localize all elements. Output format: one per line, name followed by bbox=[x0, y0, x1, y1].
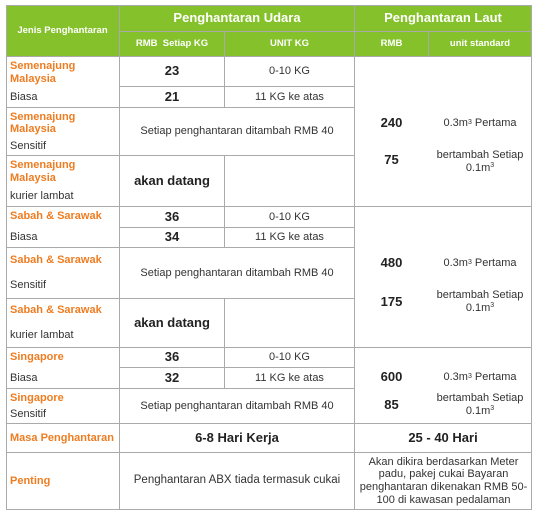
ss-biasa-rmb2: 34 bbox=[164, 229, 180, 245]
grid-h-sm-3 bbox=[6, 206, 532, 207]
ss-laut-unit2b: 0.1m bbox=[465, 302, 491, 314]
grid-h-ss-2 bbox=[6, 298, 354, 299]
header-unit-kg: UNIT KG bbox=[225, 32, 354, 56]
grid-h-ss-1 bbox=[6, 247, 354, 248]
sm-sensitif-sub: Sensitif bbox=[10, 139, 47, 152]
sg-laut-unit2 bbox=[429, 388, 531, 422]
ss-biasa-rmb1: 36 bbox=[164, 208, 180, 224]
ss-sensitif-sub: Sensitif bbox=[10, 279, 47, 291]
sm-lambat-label bbox=[7, 156, 119, 206]
grid-v-udara-5 bbox=[224, 348, 225, 389]
grid-h-sg-1 bbox=[6, 388, 354, 389]
header-jenis: Jenis Penghantaran bbox=[6, 6, 119, 56]
sg-laut-unit1 bbox=[429, 366, 531, 388]
penting-label: Penting bbox=[10, 474, 51, 487]
sm-lambat-text: akan datang bbox=[134, 172, 210, 188]
sm-laut-rmb2: 75 bbox=[384, 151, 399, 167]
grid-h-sm-2 bbox=[6, 155, 354, 156]
sg-laut-rmb2: 85 bbox=[384, 396, 399, 412]
sm-laut-unit2b-wrap bbox=[466, 162, 494, 175]
grid-h-sm-mid bbox=[119, 86, 354, 87]
penting-laut: Akan dikira berdasarkan Meter padu, pakej cukai Bayaran penghantaran dikenakan RMB 50-100 di kawasan pedalaman bbox=[359, 455, 528, 506]
sg-biasa-rmb2: 32 bbox=[164, 369, 180, 385]
sm-laut-unit2b-sup: 3 bbox=[490, 162, 495, 169]
sm-sensitif-text: Setiap penghantaran ditambah RMB 40 bbox=[140, 125, 334, 138]
sg-biasa-title: Singapore bbox=[10, 351, 64, 364]
sg-biasa-label bbox=[7, 348, 119, 388]
grid-h-masa bbox=[6, 452, 532, 453]
sm-biasa-label bbox=[7, 57, 119, 107]
ss-biasa-unit1: 0-10 KG bbox=[269, 210, 310, 223]
sg-sensitif-sub: Sensitif bbox=[10, 407, 47, 420]
grid-v-udara-4 bbox=[224, 299, 225, 348]
sm-laut-rmb1: 240 bbox=[380, 114, 403, 130]
grid-right bbox=[531, 5, 532, 510]
grid-left bbox=[6, 5, 7, 510]
penting-udara: Penghantaran ABX tiada termasuk cukai bbox=[133, 474, 341, 487]
sg-sensitif-text: Setiap penghantaran ditambah RMB 40 bbox=[140, 399, 334, 412]
sg-sensitif-title: Singapore bbox=[10, 391, 64, 404]
sm-laut-unit1 bbox=[429, 108, 531, 138]
sm-biasa-sub: Biasa bbox=[10, 91, 38, 104]
ss-biasa-label bbox=[7, 207, 119, 247]
ss-lambat-title: Sabah & Sarawak bbox=[10, 304, 102, 317]
grid-h-hdr bbox=[119, 31, 532, 32]
ss-biasa-title: Sabah & Sarawak bbox=[10, 210, 102, 223]
ss-laut-unit1-sup: 3 bbox=[467, 258, 472, 266]
sm-lambat-sub: kurier lambat bbox=[10, 190, 74, 203]
sm-lambat-title: Semenajung Malaysia bbox=[10, 159, 76, 184]
ss-laut-rmb2: 175 bbox=[380, 293, 403, 309]
sg-laut-unit1-after: Pertama bbox=[471, 370, 517, 383]
grid-v-udara-2 bbox=[224, 156, 225, 207]
sm-laut-unit1-after: Pertama bbox=[471, 116, 517, 129]
ss-sensitif-label bbox=[7, 248, 119, 298]
sg-biasa-rmb1: 36 bbox=[164, 349, 180, 365]
ss-laut-unit2b-wrap bbox=[466, 302, 494, 315]
sg-laut-unit1-sup: 3 bbox=[467, 372, 472, 380]
header-rmb-setiap-kg: RMB Setiap KG bbox=[120, 32, 224, 56]
grid-h-sg-mid bbox=[119, 367, 354, 368]
masa-udara: 6-8 Hari Kerja bbox=[195, 429, 279, 445]
grid-h-ss-3 bbox=[6, 347, 532, 348]
sm-laut-unit2a: bertambah Setiap bbox=[436, 149, 524, 162]
sg-biasa-unit2: 11 KG ke atas bbox=[255, 371, 324, 384]
ss-sensitif-text: Setiap penghantaran ditambah RMB 40 bbox=[140, 266, 334, 279]
sg-biasa-unit1: 0-10 KG bbox=[269, 351, 310, 364]
sm-laut-unit1-sup: 3 bbox=[467, 118, 472, 126]
sg-laut-unit2a: bertambah Setiap bbox=[436, 392, 524, 405]
ss-lambat-text: akan datang bbox=[134, 314, 210, 330]
grid-bottom bbox=[6, 509, 532, 510]
sm-laut-unit2 bbox=[429, 145, 531, 179]
sm-sensitif-title: Semenajung Malaysia bbox=[10, 110, 76, 136]
grid-h-sg-2 bbox=[6, 423, 532, 424]
grid-v-label bbox=[119, 5, 120, 510]
sg-sensitif-label bbox=[7, 389, 119, 423]
sm-laut-unit2b: 0.1m bbox=[465, 162, 491, 174]
sm-biasa-rmb2: 21 bbox=[164, 88, 180, 104]
sm-biasa-rmb1: 23 bbox=[164, 63, 180, 79]
header-unit-standard: unit standard bbox=[429, 32, 531, 56]
grid-v-udara-1 bbox=[224, 31, 225, 108]
sm-biasa-unit2: 11 KG ke atas bbox=[255, 90, 324, 103]
sm-sensitif-label bbox=[7, 108, 119, 155]
ss-laut-unit2b-sup: 3 bbox=[490, 302, 495, 309]
sm-biasa-unit1: 0-10 KG bbox=[269, 65, 310, 78]
grid-top bbox=[6, 5, 532, 6]
grid-v-mid bbox=[354, 5, 355, 510]
header-udara: Penghantaran Udara bbox=[120, 6, 354, 31]
ss-laut-unit2a: bertambah Setiap bbox=[436, 289, 524, 302]
header-laut: Penghantaran Laut bbox=[355, 6, 531, 31]
ss-biasa-sub: Biasa bbox=[10, 231, 38, 243]
grid-v-laut-hdr bbox=[428, 31, 429, 57]
masa-laut: 25 - 40 Hari bbox=[408, 429, 478, 445]
ss-laut-unit1-main: 0.3m bbox=[443, 256, 468, 269]
ss-sensitif-title: Sabah & Sarawak bbox=[10, 254, 102, 267]
sg-laut-unit1-main: 0.3m bbox=[443, 370, 468, 383]
masa-label: Masa Penghantaran bbox=[10, 431, 114, 444]
sg-laut-unit2b: 0.1m bbox=[465, 405, 491, 417]
sg-laut-unit2b-sup: 3 bbox=[490, 405, 495, 412]
ss-laut-unit1-after: Pertama bbox=[471, 256, 517, 269]
grid-h-hdr2 bbox=[6, 56, 532, 57]
sm-biasa-title: Semenajung Malaysia bbox=[10, 60, 76, 85]
grid-h-sm-1 bbox=[6, 107, 354, 108]
sg-laut-unit2b-wrap bbox=[466, 405, 494, 418]
header-rmb: RMB bbox=[355, 32, 428, 56]
sg-laut-rmb1: 600 bbox=[380, 368, 403, 384]
ss-laut-rmb1: 480 bbox=[380, 254, 403, 270]
ss-biasa-unit2: 11 KG ke atas bbox=[255, 231, 324, 244]
ss-laut-unit1 bbox=[429, 249, 531, 277]
sm-laut-unit1-main: 0.3m bbox=[443, 116, 468, 129]
ss-lambat-label bbox=[7, 299, 119, 347]
grid-h-ss-mid bbox=[119, 227, 354, 228]
ss-laut-unit2 bbox=[429, 285, 531, 319]
sg-biasa-sub: Biasa bbox=[10, 372, 38, 384]
ss-lambat-sub: kurier lambat bbox=[10, 329, 74, 341]
